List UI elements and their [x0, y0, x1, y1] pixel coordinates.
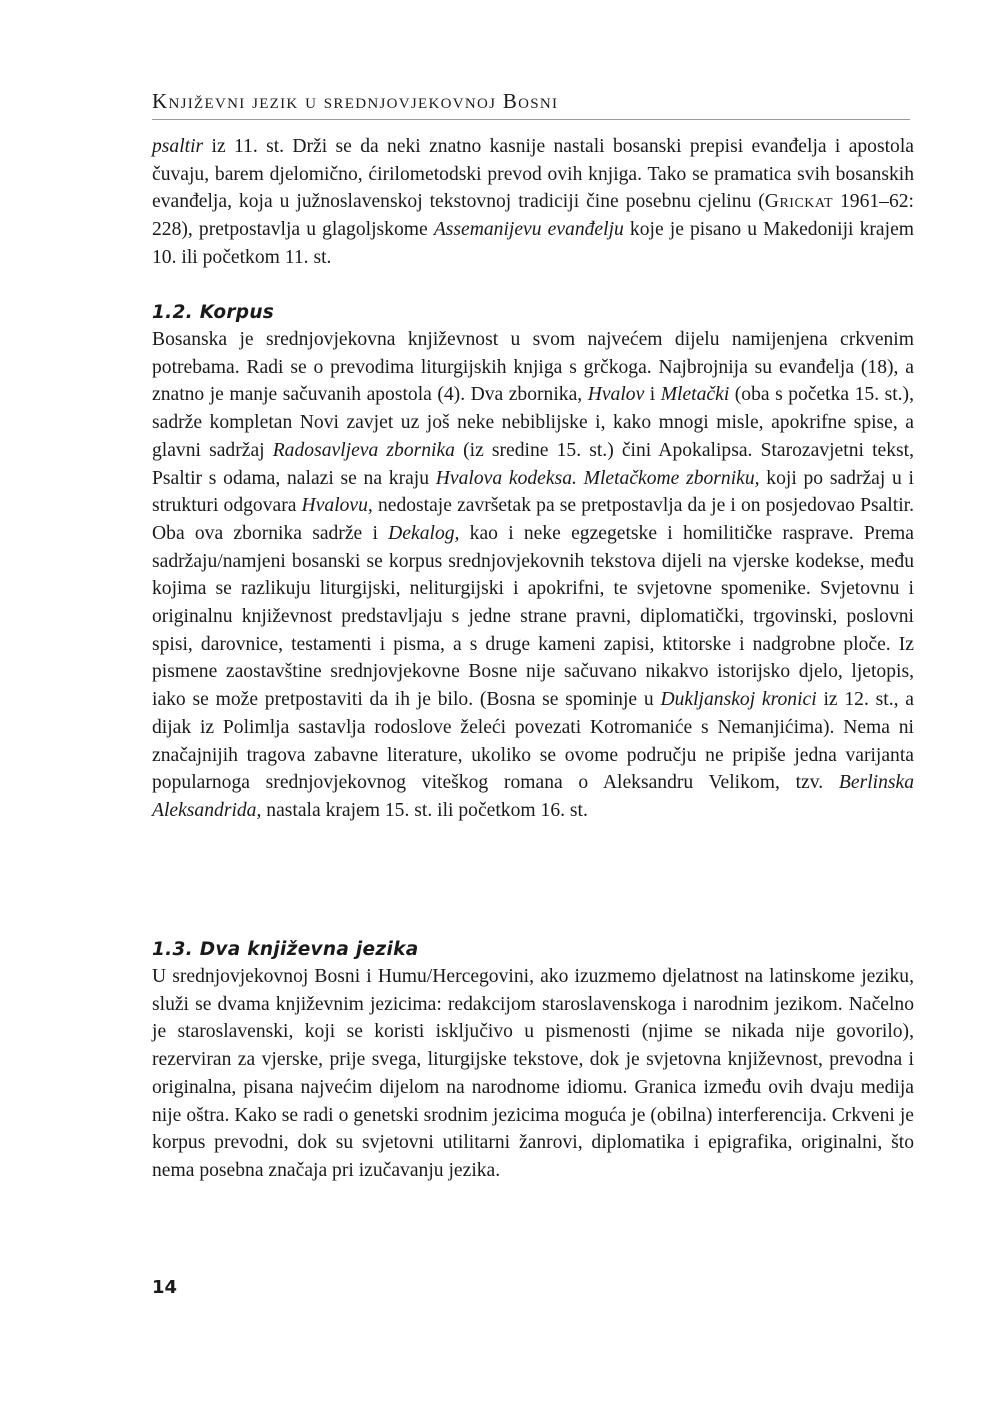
korpus-italic: Berlinska Aleksandrida,	[152, 772, 914, 821]
section-korpus	[152, 300, 914, 825]
citation-author-grickat: Grickat	[764, 191, 834, 213]
korpus-text: kao i neke egzegetske i homilitičke rasprave. Prema sadržaju/namjeni bosanski se korpus srednjovjekovnih tekstova dijeli na vjerske kodekse, među kojima se razlikuju liturgijski, neliturgijski i apokrifni, te svjetovne spomenike. Svjetovnu i originalnu književnost predstavljaju s jedne strane pravni, diplomatički, trgovinski, poslovni spisi, darovnice, testamenti i pisma, a s druge kameni zapisi, ktitorske i nadgrobne ploče. Iz pismene zaostavštine srednjovjekovne Bosne nije sačuvano nikakvo istorijsko djelo, ljetopis, iako se može pretpostaviti da ih je bilo. (Bosna se spominje u	[152, 522, 914, 711]
korpus-text: iz 12. st., a dijak iz Polimlja sastavlja rodoslove želeći povezati Kotromaniće s Nemanjićima). Nema ni značajnijih tragova zabavne literature, ukoliko se ovome području ne pripiše jedna varijanta popularnoga srednjovjekovnog viteškog romana o Aleksandru Velikom, tzv.	[152, 689, 914, 794]
korpus-italic: Mletački	[660, 384, 730, 406]
korpus-paragraph	[152, 326, 914, 825]
korpus-italic: Radosavljeva zbornika	[272, 439, 455, 461]
intro-paragraph-block	[152, 133, 914, 272]
intro-text-2: 1961–62: 228), pretpostavlja u glagoljskome	[152, 191, 915, 241]
korpus-text: koji po sadržaj u i strukturi odgovara	[152, 467, 914, 517]
korpus-text: Bosanska je srednjovjekovna književnost u svom najvećem dijelu namijenjena crkvenim potrebama. Radi se o prevodima liturgijskih knjiga s grčkoga. Najbrojnija su evanđelja (18), a znatno je manje sačuvanih apostola (4). Dva zbornika,	[152, 329, 914, 406]
korpus-text: nastala krajem 15. st. ili početkom 16. st.	[261, 799, 588, 821]
page-number: 14	[152, 1277, 178, 1298]
section-heading-korpus: 1.2. Korpus	[152, 302, 275, 323]
korpus-text: nedostaje završetak pa se pretpostavlja da je i on posjedovao Psaltir. Oba ova zbornika sadrže i	[152, 495, 914, 544]
section-heading-dva-jezika: 1.3. Dva književna jezika	[152, 939, 419, 960]
korpus-italic: Hvalov	[587, 384, 645, 406]
dva-jezika-paragraph: U srednjovjekovnoj Bosni i Humu/Hercegovini, ako izuzmemo djelatnost na latinskome jeziku, služi se dvama književnim jezicima: redakcijom staroslavenskoga i narodnim jezikom. Načelno je staroslavenski, koji se koristi isključivo u pismenosti (njime se nikada nije govorilo), rezerviran za vjerske, prije svega, liturgijske tekstove, dok je svjetovna književnost, prevodna i originalna, pisana najvećim dijelom na narodnome idiomu. Granica između ovih dvaju medija nije oštra. Kako se radi o genetski srodnim jezicima moguća je (obilna) interferencija. Crkveni je korpus prevodni, dok su svjetovni utilitarni žanrovi, diplomatika i epigrafika, originalni, što nema posebna značaja pri izučavanju jezika.	[152, 966, 914, 1181]
korpus-italic: Dukljanskoj kronici	[660, 689, 817, 711]
intro-paragraph	[152, 133, 914, 272]
intro-italic-assemanijevu: Assemanijevu evanđelju	[433, 219, 624, 241]
korpus-italic: Hvalovu,	[301, 495, 373, 517]
korpus-text: i	[644, 384, 661, 406]
running-header: Književni jezik u srednjovjekovnoj Bosni	[152, 88, 910, 120]
korpus-text: (oba s početka 15. st.), sadrže kompletan Novi zavjet uz još neke nebiblijske i, kako mnogi misle, apokrifne spise, a glavni sadržaj	[152, 384, 914, 461]
korpus-italic: Hvalova kodeksa. Mletačkome zborniku,	[435, 467, 760, 489]
section-dva-jezika	[152, 937, 914, 1185]
intro-italic-psaltir: psaltir	[152, 136, 204, 157]
korpus-italic: Dekalog,	[388, 522, 460, 544]
intro-text-3: koje je pisano u Makedoniji krajem 10. ili početkom 11. st.	[152, 219, 915, 268]
intro-text-1: iz 11. st. Drži se da neki znatno kasnije nastali bosanski prepisi evanđelja i apostola čuvaju, barem djelomično, ćirilometodski prevod ovih knjiga. Tako se pramatica svih bosanskih evanđelja, koja u južnoslavenskoj tekstovnoj tradiciji čine posebnu cjelinu (	[152, 136, 914, 213]
korpus-text: (iz sredine 15. st.) čini Apokalipsa. Starozavjetni tekst, Psaltir s odama, nalazi se na kraju	[152, 439, 914, 489]
